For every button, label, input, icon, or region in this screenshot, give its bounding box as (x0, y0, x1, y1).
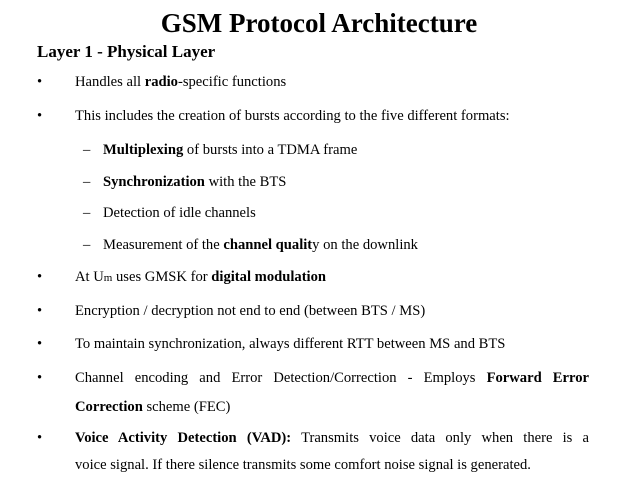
text: Encryption / decryption not end to end (between BTS / MS) (75, 303, 426, 319)
section-heading: Layer 1 - Physical Layer (37, 42, 216, 61)
text: uses GMSK for (112, 269, 212, 285)
text: voice signal. If there silence transmits some comfort noise signal is generated. (75, 457, 531, 473)
bullet-icon: • (37, 430, 43, 446)
text-line (75, 368, 589, 388)
dash-icon: – (83, 237, 91, 253)
text: -specific functions (177, 74, 287, 90)
text: This includes the creation of bursts according to the five different formats: (75, 108, 510, 124)
bullet-icon: • (37, 370, 43, 386)
text: Transmits voice data only when there is a (291, 430, 590, 446)
text: scheme (FEC) (142, 399, 231, 415)
text: Handles all (75, 74, 145, 90)
bold-text: channel qualit (223, 237, 313, 253)
bold-text: radio (144, 74, 178, 90)
subscript-text: m (103, 272, 113, 284)
bullet-icon: • (37, 336, 43, 352)
text: Detection of idle channels (103, 205, 256, 221)
text: To maintain synchronization, always different RTT between MS and BTS (75, 336, 506, 352)
bullet-icon: • (37, 108, 43, 124)
page-title: GSM Protocol Architecture (160, 8, 478, 38)
bullet-icon: • (37, 74, 43, 90)
bullet-icon: • (37, 303, 43, 319)
text: y on the downlink (312, 237, 418, 253)
text: with the BTS (204, 174, 287, 190)
bullet-icon: • (37, 269, 43, 285)
text: of bursts into a TDMA frame (183, 142, 358, 158)
text: Channel encoding and Error Detection/Correction - Employs (75, 370, 487, 386)
bold-text: Synchronization (103, 174, 205, 190)
bold-text: Forward Error (486, 370, 589, 386)
bold-text: Voice Activity Detection (VAD): (75, 430, 292, 446)
dash-icon: – (83, 205, 91, 221)
text: Measurement of the (103, 237, 224, 253)
text: At U (75, 269, 104, 285)
dash-icon: – (83, 174, 91, 190)
bold-text: Multiplexing (103, 142, 184, 158)
bold-text: digital modulation (211, 269, 327, 285)
dash-icon: – (83, 142, 91, 158)
text-line (75, 428, 589, 448)
bold-text: Correction (75, 399, 143, 415)
